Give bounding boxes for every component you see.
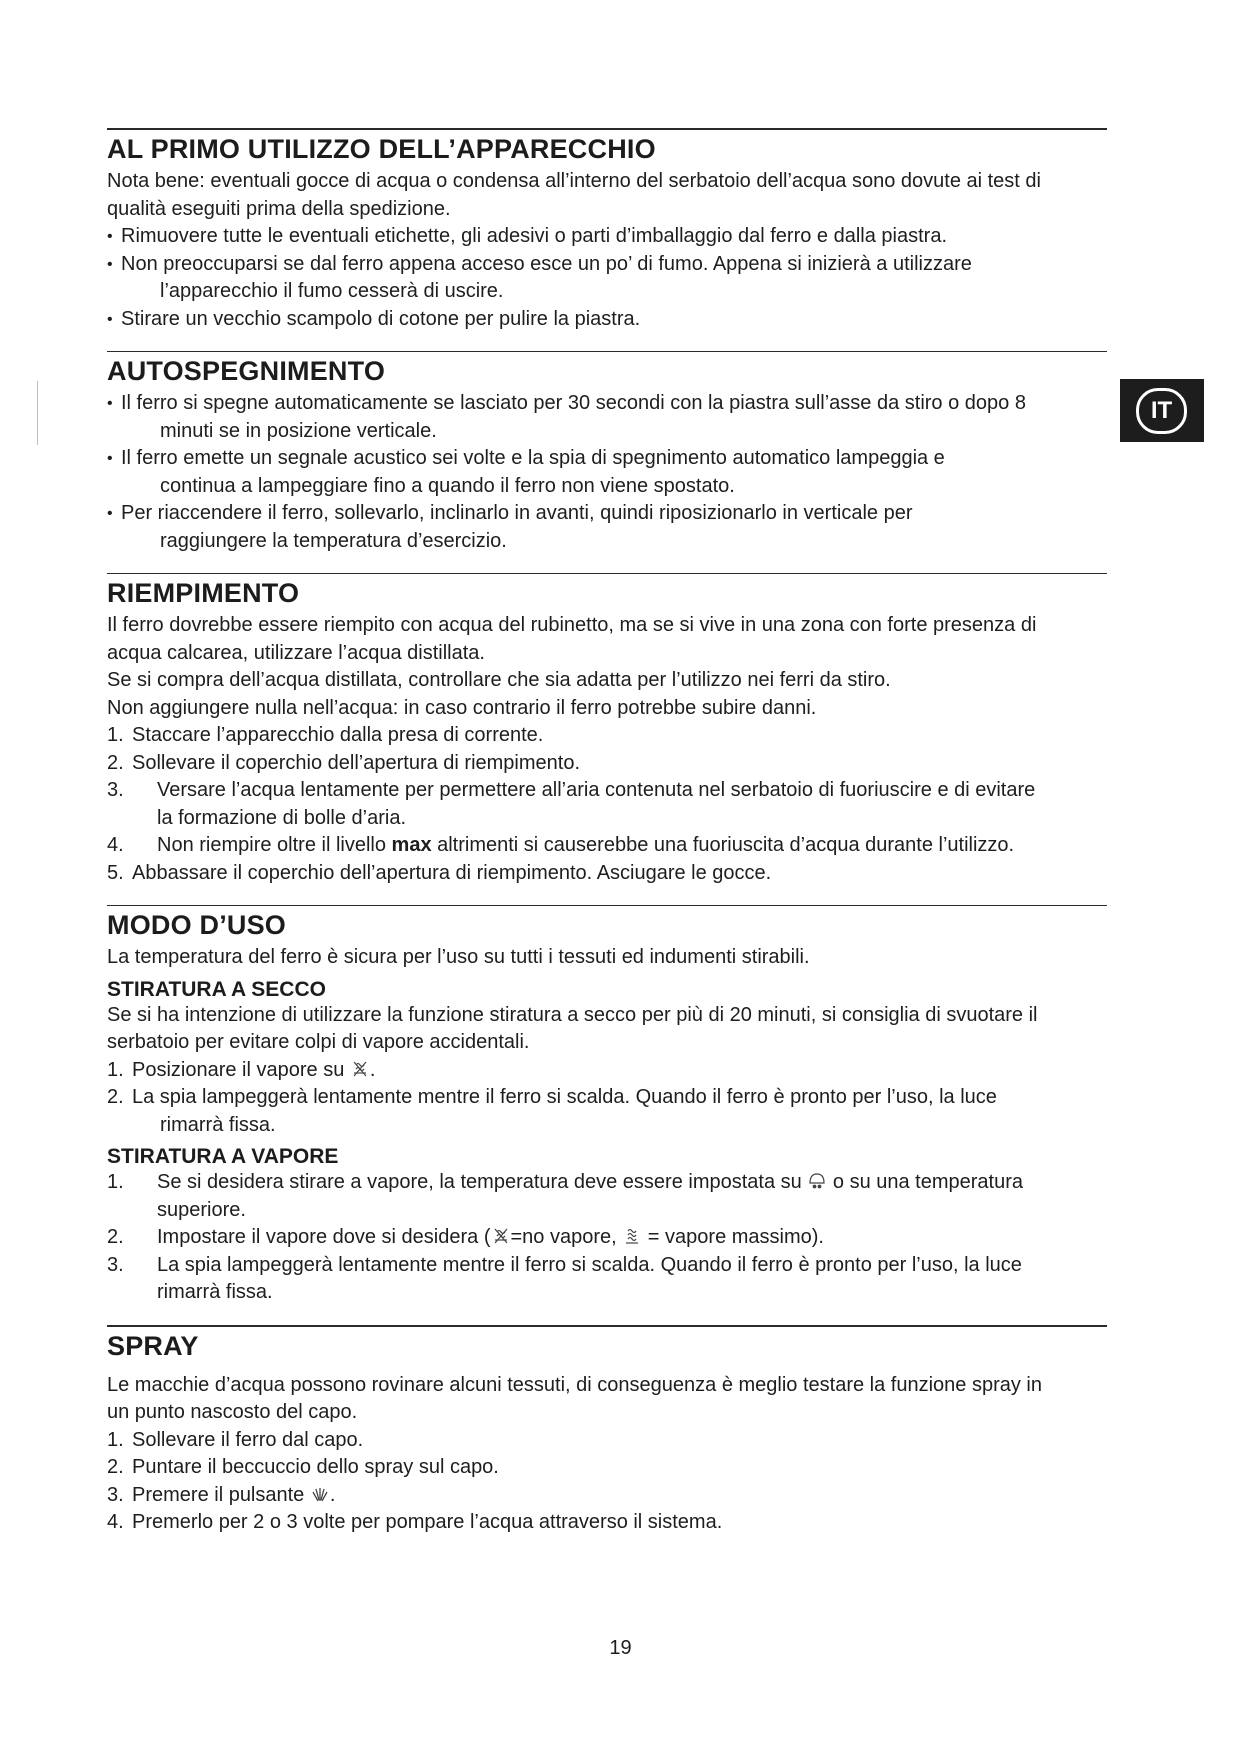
bullet-list xyxy=(107,223,1107,333)
paragraph: Il ferro dovrebbe essere riempito con acqua del rubinetto, ma se si vive in una zona con forte presenza di acqua calcarea, utilizzare l’acqua distillata. xyxy=(107,614,1037,664)
list-item: • Il ferro si spegne automaticamente se lasciato per 30 secondi con la piastra sull’asse da stiro o dopo 8 minuti se in posizione verticale. xyxy=(107,390,1107,445)
section-divider xyxy=(107,905,1107,906)
section-autospegnimento xyxy=(107,351,1107,555)
list-item: • Non preoccuparsi se dal ferro appena acceso esce un po’ di fumo. Appena si inizierà a utilizzare l’apparecchio il fumo cesserà di uscire. xyxy=(107,251,1107,306)
paragraph: Se si ha intenzione di utilizzare la funzione stiratura a secco per più di 20 minuti, si consiglia di svuotare il serbatoio per evitare colpi di vapore accidentali. xyxy=(107,1003,1038,1053)
list-item: 4. Non riempire oltre il livello max altrimenti si causerebbe una fuoriuscita d’acqua durante l’utilizzo. xyxy=(107,834,1015,856)
list-item: 1. Se si desidera stirare a vapore, la temperatura deve essere impostata su o su una temperatura superiore. xyxy=(107,1171,1024,1221)
list-item: 1. Sollevare il ferro dal capo. xyxy=(107,1428,364,1451)
paragraph: Non aggiungere nulla nell’acqua: in caso contrario il ferro potrebbe subire danni. xyxy=(107,696,817,719)
no-steam-icon xyxy=(491,1226,511,1246)
section-title: RIEMPIMENTO xyxy=(107,578,300,608)
list-item: 1. Staccare l’apparecchio dalla presa di corrente. xyxy=(107,724,544,746)
subsection-title: STIRATURA A VAPORE xyxy=(107,1145,339,1168)
bullet-list xyxy=(107,390,1107,555)
list-item: 4. Premerlo per 2 o 3 volte per pompare l’acqua attraverso il sistema. xyxy=(107,1511,723,1533)
language-badge xyxy=(1120,379,1204,442)
list-item: 2. Puntare il beccuccio dello spray sul capo. xyxy=(107,1456,499,1478)
list-item: 5. Abbassare il coperchio dell’apertura di riempimento. Asciugare le gocce. xyxy=(107,861,772,884)
list-item: 2. Impostare il vapore dove si desidera ( =no vapore, = vapore massimo). xyxy=(107,1226,824,1248)
numbered-list xyxy=(107,722,1107,887)
section-primo-utilizzo xyxy=(107,128,1107,333)
section-divider xyxy=(107,1325,1107,1327)
paragraph: Se si compra dell’acqua distillata, controllare che sia adatta per l’utilizzo nei ferri da stiro. xyxy=(107,669,891,691)
page-number: 19 xyxy=(609,1637,632,1659)
language-badge-label: IT xyxy=(1136,388,1187,434)
list-item: 3. Premere il pulsante . xyxy=(107,1483,336,1506)
paragraph: La temperatura del ferro è sicura per l’uso su tutti i tessuti ed indumenti stirabili. xyxy=(107,946,810,968)
no-steam-icon xyxy=(350,1059,370,1079)
section-title: SPRAY xyxy=(107,1330,199,1361)
margin-mark xyxy=(37,381,38,445)
max-level-label: max xyxy=(391,834,432,856)
list-item: • Rimuovere tutte le eventuali etichette, gli adesivi o parti d’imballaggio dal ferro e dalla piastra. xyxy=(107,223,1107,251)
section-riempimento xyxy=(107,573,1107,887)
section-title: AL PRIMO UTILIZZO DELL’APPARECCHIO xyxy=(107,134,656,164)
spray-icon xyxy=(310,1484,330,1504)
section-title: AUTOSPEGNIMENTO xyxy=(107,356,386,386)
paragraph: Le macchie d’acqua possono rovinare alcuni tessuti, di conseguenza è meglio testare la funzione spray in un punto nascosto del capo. xyxy=(107,1373,1042,1423)
numbered-list xyxy=(107,1169,1107,1307)
note-paragraph: Nota bene: eventuali gocce di acqua o condensa all’interno del serbatoio dell’acqua sono dovute ai test di qualità eseguiti prima della spedizione. xyxy=(107,170,1041,220)
page-content xyxy=(107,128,1107,1537)
list-item: 2. La spia lampeggerà lentamente mentre il ferro si scalda. Quando il ferro è pronto per l’uso, la luce rimarrà fissa. xyxy=(107,1086,997,1136)
section-divider xyxy=(107,128,1107,130)
section-divider xyxy=(107,573,1107,574)
list-item: • Per riaccendere il ferro, sollevarlo, inclinarlo in avanti, quindi riposizionarlo in verticale per raggiungere la temperatura d’esercizio. xyxy=(107,500,1107,555)
list-item: 2. Sollevare il coperchio dell’apertura di riempimento. xyxy=(107,751,580,774)
section-title: MODO D’USO xyxy=(107,910,287,940)
numbered-list xyxy=(107,1057,1107,1140)
list-item: 1. Posizionare il vapore su . xyxy=(107,1058,376,1081)
temperature-dots-icon xyxy=(807,1171,827,1191)
list-item: • Stirare un vecchio scampolo di cotone per pulire la piastra. xyxy=(107,306,1107,334)
section-spray xyxy=(107,1325,1107,1537)
subsection-title: STIRATURA A SECCO xyxy=(107,977,326,1001)
section-modo-duso xyxy=(107,905,1107,1307)
list-item: 3. Versare l’acqua lentamente per permettere all’aria contenuta nel serbatoio di fuoriuscire e di evitare la formazione di bolle d’aria. xyxy=(107,779,1036,829)
list-item: • Il ferro emette un segnale acustico sei volte e la spia di spegnimento automatico lampeggia e continua a lampeggiare fino a quando il ferro non viene spostato. xyxy=(107,445,1107,500)
list-item: 3. La spia lampeggerà lentamente mentre il ferro si scalda. Quando il ferro è pronto per l’uso, la luce rimarrà fissa. xyxy=(107,1253,1022,1303)
numbered-list xyxy=(107,1427,1107,1537)
max-steam-icon xyxy=(622,1226,642,1246)
section-divider xyxy=(107,351,1107,352)
